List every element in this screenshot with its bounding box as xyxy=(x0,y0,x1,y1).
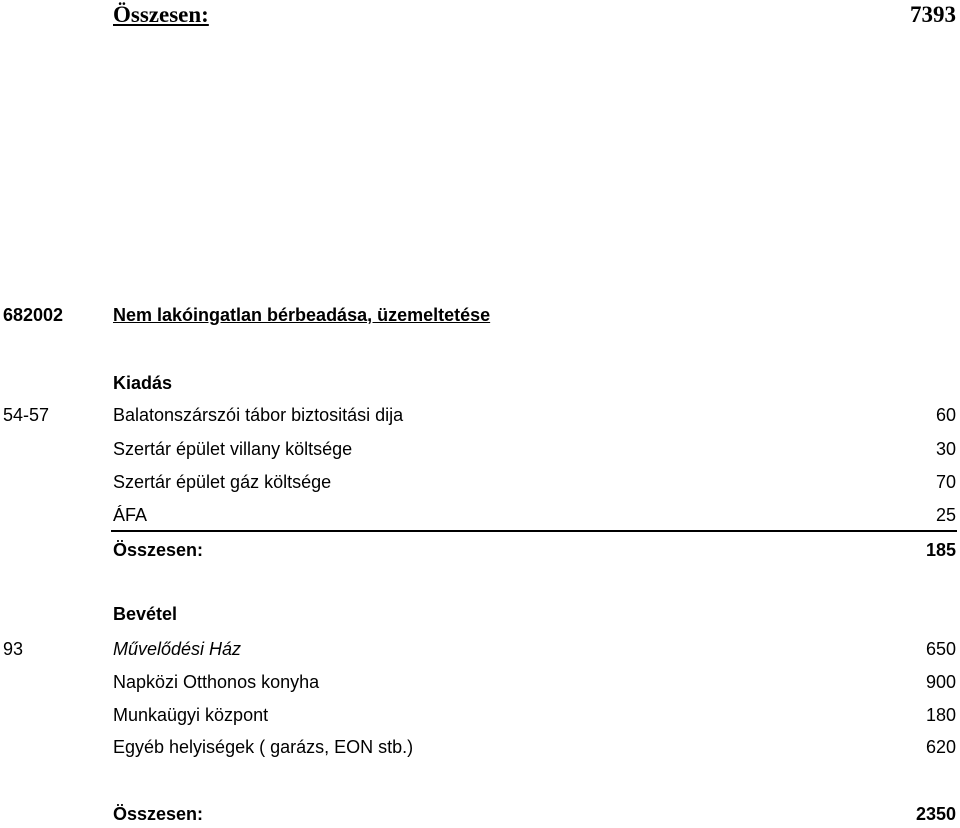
expense-heading-row xyxy=(0,373,960,397)
income-item-label: Munkaügyi központ xyxy=(113,705,269,725)
expense-item-label: Szertár épület villany költsége xyxy=(113,439,353,459)
income-row xyxy=(0,639,960,663)
expense-item-label: Balatonszárszói tábor biztositási dija xyxy=(113,405,404,425)
expense-item-value: 70 xyxy=(935,472,956,492)
income-row xyxy=(0,737,960,761)
income-total-value: 2350 xyxy=(915,804,956,824)
income-item-label: Napközi Otthonos konyha xyxy=(113,672,320,692)
expense-item-value: 30 xyxy=(935,439,956,459)
expense-total-label: Összesen: xyxy=(113,540,204,560)
expense-total-value: 185 xyxy=(925,540,956,560)
total-divider xyxy=(111,530,957,532)
top-total-value: 7393 xyxy=(910,2,956,27)
income-total-row xyxy=(0,804,960,828)
income-item-value: 650 xyxy=(925,639,956,659)
expense-total-row xyxy=(0,540,960,564)
income-item-value: 180 xyxy=(925,705,956,725)
expense-row xyxy=(0,405,960,429)
section-header-row xyxy=(0,305,960,329)
section-title: Nem lakóingatlan bérbeadása, üzemeltetése xyxy=(113,305,491,325)
income-code: 93 xyxy=(3,639,24,659)
income-heading: Bevétel xyxy=(113,604,178,624)
income-heading-row xyxy=(0,604,960,628)
section-code: 682002 xyxy=(3,305,64,325)
income-item-label: Művelődési Ház xyxy=(113,639,242,659)
expense-heading: Kiadás xyxy=(113,373,173,393)
expense-code: 54-57 xyxy=(3,405,50,425)
income-row xyxy=(0,705,960,729)
income-total-label: Összesen: xyxy=(113,804,204,824)
expense-item-label: Szertár épület gáz költsége xyxy=(113,472,332,492)
income-item-value: 900 xyxy=(925,672,956,692)
expense-item-label: ÁFA xyxy=(113,505,148,525)
income-item-value: 620 xyxy=(925,737,956,757)
income-item-label: Egyéb helyiségek ( garázs, EON stb.) xyxy=(113,737,414,757)
expense-item-value: 25 xyxy=(935,505,956,525)
expense-row xyxy=(0,439,960,463)
expense-item-value: 60 xyxy=(935,405,956,425)
top-total-label: Összesen: xyxy=(113,2,209,27)
expense-row xyxy=(0,505,960,529)
income-row xyxy=(0,672,960,696)
expense-row xyxy=(0,472,960,496)
top-total-row xyxy=(0,2,960,32)
